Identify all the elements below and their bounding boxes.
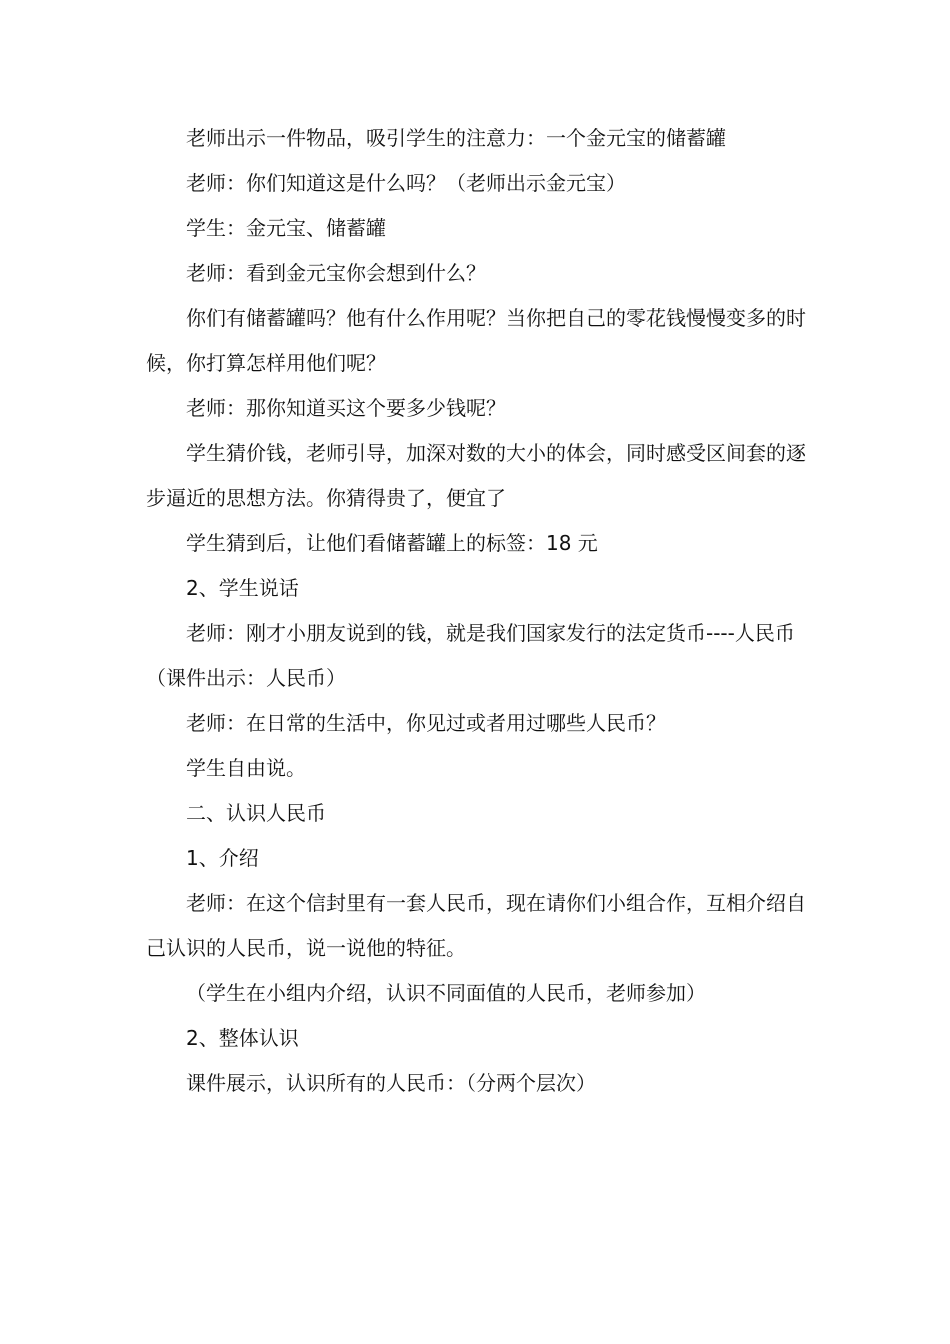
paragraph-14: 1、介绍 bbox=[186, 846, 259, 870]
paragraph-18: 课件展示，认识所有的人民币：（分两个层次） bbox=[186, 1071, 596, 1095]
paragraph-6: 老师：那你知道买这个要多少钱呢？ bbox=[186, 396, 506, 420]
paragraph-11: 老师：在日常的生活中，你见过或者用过哪些人民币？ bbox=[186, 711, 666, 735]
paragraph-13: 二、认识人民币 bbox=[186, 801, 326, 825]
paragraph-16: （学生在小组内介绍，认识不同面值的人民币，老师参加） bbox=[186, 981, 706, 1005]
paragraph-10: 老师：刚才小朋友说到的钱，就是我们国家发行的法定货币----人民币（课件出示：人民币） bbox=[146, 621, 795, 690]
paragraph-17: 2、整体认识 bbox=[186, 1026, 299, 1050]
document-body bbox=[146, 116, 816, 1106]
paragraph-4: 老师：看到金元宝你会想到什么？ bbox=[186, 261, 486, 285]
paragraph-5: 你们有储蓄罐吗？他有什么作用呢？当你把自己的零花钱慢慢变多的时候，你打算怎样用他们呢？ bbox=[146, 306, 806, 375]
paragraph-2: 老师：你们知道这是什么吗？（老师出示金元宝） bbox=[186, 171, 626, 195]
paragraph-12: 学生自由说。 bbox=[186, 756, 306, 780]
paragraph-9: 2、学生说话 bbox=[186, 576, 299, 600]
paragraph-15: 老师：在这个信封里有一套人民币，现在请你们小组合作，互相介绍自己认识的人民币，说一说他的特征。 bbox=[146, 891, 806, 960]
paragraph-7: 学生猜价钱，老师引导，加深对数的大小的体会，同时感受区间套的逐步逼近的思想方法。你猜得贵了，便宜了 bbox=[146, 441, 806, 510]
paragraph-3: 学生：金元宝、储蓄罐 bbox=[186, 216, 386, 240]
paragraph-1: 老师出示一件物品，吸引学生的注意力：一个金元宝的储蓄罐 bbox=[186, 126, 726, 150]
paragraph-8: 学生猜到后，让他们看储蓄罐上的标签：18 元 bbox=[186, 531, 598, 555]
